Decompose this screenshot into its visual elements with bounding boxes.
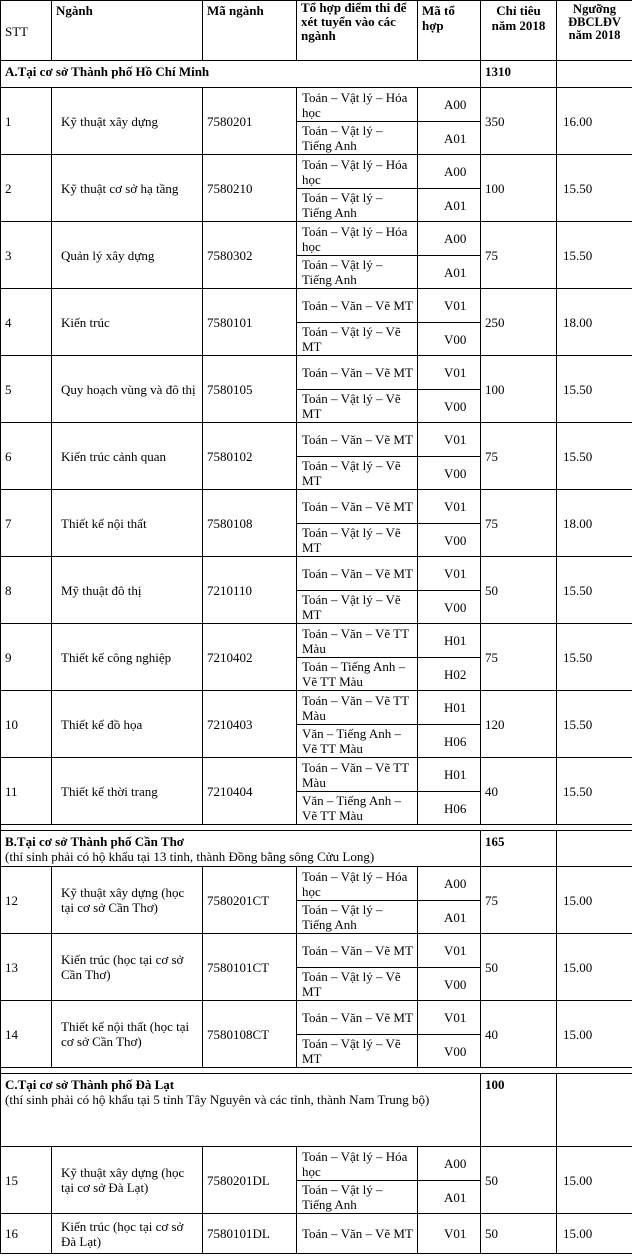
row-combination: Toán – Vật lý – Tiếng Anh xyxy=(297,189,418,222)
row-major-code: 7580108 xyxy=(203,490,297,557)
row-combination: Toán – Vật lý – Tiếng Anh xyxy=(297,256,418,289)
row-threshold: 15.50 xyxy=(557,356,632,423)
row-combination: Toán – Vật lý – Vẽ MT xyxy=(297,1035,418,1068)
row-combination-code: H01 xyxy=(418,624,481,658)
header-combination: Tổ hợp điểm thi để xét tuyển vào các ngành xyxy=(297,1,418,61)
row-stt: 16 xyxy=(1,1214,52,1254)
row-combination: Văn – Tiếng Anh – Vẽ TT Màu xyxy=(297,792,418,825)
row-combination: Toán – Vật lý – Hóa học xyxy=(297,88,418,122)
section-header-row xyxy=(1,61,632,88)
row-combination: Toán – Vật lý – Tiếng Anh xyxy=(297,1181,418,1214)
row-combination: Toán – Vật lý – Vẽ MT xyxy=(297,390,418,423)
table-row xyxy=(1,758,632,792)
row-combination-code: V00 xyxy=(418,323,481,356)
row-quota: 75 xyxy=(481,624,557,691)
row-threshold: 16.00 xyxy=(557,88,632,155)
row-combination-code: V01 xyxy=(418,490,481,524)
row-major: Kiến trúc (học tại cơ sở Đà Lạt) xyxy=(52,1214,203,1254)
row-stt: 9 xyxy=(1,624,52,691)
table-row xyxy=(1,691,632,725)
row-major: Kỹ thuật cơ sở hạ tầng xyxy=(52,155,203,222)
row-major: Thiết kế thời trang xyxy=(52,758,203,825)
row-quota: 75 xyxy=(481,423,557,490)
table-header-row xyxy=(1,1,632,61)
row-combination-code: A01 xyxy=(418,122,481,155)
row-combination-code: A01 xyxy=(418,189,481,222)
row-combination-code: A00 xyxy=(418,867,481,901)
header-major: Ngành xyxy=(52,1,203,61)
row-major: Kỹ thuật xây dựng (học tại cơ sở Cần Thơ) xyxy=(52,867,203,934)
row-major: Quy hoạch vùng và đô thị xyxy=(52,356,203,423)
row-threshold: 15.00 xyxy=(557,1001,632,1068)
row-stt: 14 xyxy=(1,1001,52,1068)
row-stt: 5 xyxy=(1,356,52,423)
section-threshold-empty xyxy=(557,61,632,88)
row-major-code: 7210110 xyxy=(203,557,297,624)
row-threshold: 15.00 xyxy=(557,867,632,934)
row-combination: Toán – Vật lý – Hóa học xyxy=(297,1147,418,1181)
row-threshold: 15.00 xyxy=(557,1147,632,1214)
row-major-code: 7580101DL xyxy=(203,1214,297,1254)
row-combination: Toán – Vật lý – Vẽ MT xyxy=(297,591,418,624)
row-combination-code: A01 xyxy=(418,1181,481,1214)
row-major-code: 7580201 xyxy=(203,88,297,155)
row-stt: 3 xyxy=(1,222,52,289)
section-header-row xyxy=(1,1074,632,1147)
table-row xyxy=(1,356,632,390)
row-threshold: 15.50 xyxy=(557,758,632,825)
row-combination-code: V00 xyxy=(418,390,481,423)
row-combination: Toán – Văn – Vẽ MT xyxy=(297,1001,418,1035)
row-major: Thiết kế nội thất (học tại cơ sở Cần Thơ) xyxy=(52,1001,203,1068)
row-stt: 12 xyxy=(1,867,52,934)
row-combination-code: H06 xyxy=(418,725,481,758)
section-quota: 165 xyxy=(481,831,557,867)
section-threshold-empty xyxy=(557,1074,632,1147)
row-combination: Toán – Vật lý – Hóa học xyxy=(297,155,418,189)
row-quota: 120 xyxy=(481,691,557,758)
row-combination: Toán – Văn – Vẽ TT Màu xyxy=(297,691,418,725)
header-quota: Chỉ tiêu năm 2018 xyxy=(481,1,557,61)
row-stt: 4 xyxy=(1,289,52,356)
table-row xyxy=(1,88,632,122)
section-note: (thí sinh phải có hộ khẩu tại 5 tỉnh Tây Nguyên và các tỉnh, thành Nam Trung bộ) xyxy=(5,1092,430,1107)
table-row xyxy=(1,423,632,457)
table-row xyxy=(1,934,632,968)
section-title: A.Tại cơ sở Thành phố Hồ Chí Minh xyxy=(5,64,210,79)
row-combination-code: V01 xyxy=(418,1001,481,1035)
row-combination: Toán – Vật lý – Vẽ MT xyxy=(297,524,418,557)
row-combination: Toán – Văn – Vẽ MT xyxy=(297,557,418,591)
row-major-code: 7210404 xyxy=(203,758,297,825)
row-quota: 100 xyxy=(481,356,557,423)
section-title-cell xyxy=(1,1074,481,1147)
row-combination-code: A00 xyxy=(418,222,481,256)
row-stt: 11 xyxy=(1,758,52,825)
row-major-code: 7210402 xyxy=(203,624,297,691)
row-stt: 8 xyxy=(1,557,52,624)
section-header-row xyxy=(1,831,632,867)
row-quota: 50 xyxy=(481,934,557,1001)
row-combination: Toán – Tiếng Anh – Vẽ TT Màu xyxy=(297,658,418,691)
section-title-cell xyxy=(1,831,481,867)
row-combination-code: V00 xyxy=(418,968,481,1001)
row-stt: 15 xyxy=(1,1147,52,1214)
row-combination: Toán – Vật lý – Vẽ MT xyxy=(297,968,418,1001)
header-threshold: Ngưỡng ĐBCLĐV năm 2018 xyxy=(557,1,632,61)
section-title: B.Tại cơ sở Thành phố Cần Thơ xyxy=(5,834,184,849)
row-stt: 10 xyxy=(1,691,52,758)
section-threshold-empty xyxy=(557,831,632,867)
row-combination-code: A01 xyxy=(418,256,481,289)
row-quota: 50 xyxy=(481,1214,557,1254)
row-stt: 2 xyxy=(1,155,52,222)
row-major-code: 7210403 xyxy=(203,691,297,758)
row-major: Thiết kế công nghiệp xyxy=(52,624,203,691)
row-combination-code: A00 xyxy=(418,155,481,189)
row-combination-code: H06 xyxy=(418,792,481,825)
row-combination: Toán – Vật lý – Tiếng Anh xyxy=(297,122,418,155)
row-threshold: 15.50 xyxy=(557,557,632,624)
row-combination: Toán – Văn – Vẽ MT xyxy=(297,356,418,390)
row-stt: 7 xyxy=(1,490,52,557)
row-threshold: 18.00 xyxy=(557,490,632,557)
row-combination-code: V01 xyxy=(418,289,481,323)
row-combination-code: H02 xyxy=(418,658,481,691)
row-major-code: 7580102 xyxy=(203,423,297,490)
header-stt: STT xyxy=(1,1,52,61)
row-combination-code: A00 xyxy=(418,1147,481,1181)
table-row xyxy=(1,1214,632,1254)
row-quota: 75 xyxy=(481,867,557,934)
row-combination-code: V01 xyxy=(418,1214,481,1254)
row-combination-code: A00 xyxy=(418,88,481,122)
row-major-code: 7580201CT xyxy=(203,867,297,934)
row-major-code: 7580210 xyxy=(203,155,297,222)
row-combination-code: V00 xyxy=(418,457,481,490)
row-major: Kỹ thuật xây dựng (học tại cơ sở Đà Lạt) xyxy=(52,1147,203,1214)
row-combination-code: V01 xyxy=(418,423,481,457)
row-combination: Toán – Văn – Vẽ TT Màu xyxy=(297,758,418,792)
header-major-code: Mã ngành xyxy=(203,1,297,61)
row-major: Kiến trúc cảnh quan xyxy=(52,423,203,490)
table-row xyxy=(1,155,632,189)
table-row xyxy=(1,867,632,901)
row-combination-code: H01 xyxy=(418,758,481,792)
row-quota: 350 xyxy=(481,88,557,155)
row-quota: 100 xyxy=(481,155,557,222)
row-stt: 13 xyxy=(1,934,52,1001)
row-threshold: 15.50 xyxy=(557,155,632,222)
row-major: Kỹ thuật xây dựng xyxy=(52,88,203,155)
table-row xyxy=(1,490,632,524)
row-combination-code: V01 xyxy=(418,557,481,591)
section-note: (thí sinh phải có hộ khẩu tại 13 tỉnh, thành Đồng bằng sông Cửu Long) xyxy=(5,849,375,864)
row-combination: Toán – Vật lý – Vẽ MT xyxy=(297,323,418,356)
row-major: Quản lý xây dựng xyxy=(52,222,203,289)
row-quota: 75 xyxy=(481,490,557,557)
table-row xyxy=(1,222,632,256)
row-combination-code: H01 xyxy=(418,691,481,725)
row-major-code: 7580101CT xyxy=(203,934,297,1001)
row-combination: Văn – Tiếng Anh – Vẽ TT Màu xyxy=(297,725,418,758)
row-quota: 40 xyxy=(481,758,557,825)
row-combination: Toán – Văn – Vẽ MT xyxy=(297,490,418,524)
section-title-cell xyxy=(1,61,481,88)
row-combination: Toán – Vật lý – Hóa học xyxy=(297,867,418,901)
table-row xyxy=(1,1147,632,1181)
table-row xyxy=(1,1001,632,1035)
row-quota: 50 xyxy=(481,1147,557,1214)
table-row xyxy=(1,289,632,323)
row-quota: 50 xyxy=(481,557,557,624)
row-major: Kiến trúc xyxy=(52,289,203,356)
row-major: Mỹ thuật đô thị xyxy=(52,557,203,624)
section-quota: 100 xyxy=(481,1074,557,1147)
row-combination-code: V01 xyxy=(418,356,481,390)
row-threshold: 15.50 xyxy=(557,624,632,691)
row-combination-code: V00 xyxy=(418,524,481,557)
row-major-code: 7580108CT xyxy=(203,1001,297,1068)
row-combination-code: A01 xyxy=(418,901,481,934)
row-major: Kiến trúc (học tại cơ sở Cần Thơ) xyxy=(52,934,203,1001)
row-major-code: 7580101 xyxy=(203,289,297,356)
row-threshold: 18.00 xyxy=(557,289,632,356)
row-combination: Toán – Vật lý – Vẽ MT xyxy=(297,457,418,490)
row-threshold: 15.50 xyxy=(557,222,632,289)
row-major-code: 7580302 xyxy=(203,222,297,289)
row-combination-code: V00 xyxy=(418,591,481,624)
row-combination-code: V01 xyxy=(418,934,481,968)
row-threshold: 15.50 xyxy=(557,423,632,490)
row-stt: 1 xyxy=(1,88,52,155)
row-stt: 6 xyxy=(1,423,52,490)
row-major-code: 7580201DL xyxy=(203,1147,297,1214)
row-combination: Toán – Vật lý – Tiếng Anh xyxy=(297,901,418,934)
row-combination-code: V00 xyxy=(418,1035,481,1068)
row-threshold: 15.50 xyxy=(557,691,632,758)
row-threshold: 15.00 xyxy=(557,1214,632,1254)
section-title: C.Tại cơ sở Thành phố Đà Lạt xyxy=(5,1077,175,1092)
row-combination: Toán – Vật lý – Hóa học xyxy=(297,222,418,256)
section-quota: 1310 xyxy=(481,61,557,88)
table-row xyxy=(1,557,632,591)
row-major: Thiết kế nội thất xyxy=(52,490,203,557)
table-row xyxy=(1,624,632,658)
row-threshold: 15.00 xyxy=(557,934,632,1001)
row-combination: Toán – Văn – Vẽ MT xyxy=(297,1214,418,1254)
row-combination: Toán – Văn – Vẽ MT xyxy=(297,289,418,323)
row-quota: 75 xyxy=(481,222,557,289)
row-quota: 250 xyxy=(481,289,557,356)
row-major-code: 7580105 xyxy=(203,356,297,423)
row-quota: 40 xyxy=(481,1001,557,1068)
header-combination-code: Mã tổ hợp xyxy=(418,1,481,61)
row-combination: Toán – Văn – Vẽ MT xyxy=(297,934,418,968)
row-combination: Toán – Văn – Vẽ TT Màu xyxy=(297,624,418,658)
row-combination: Toán – Văn – Vẽ MT xyxy=(297,423,418,457)
row-major: Thiết kế đồ họa xyxy=(52,691,203,758)
